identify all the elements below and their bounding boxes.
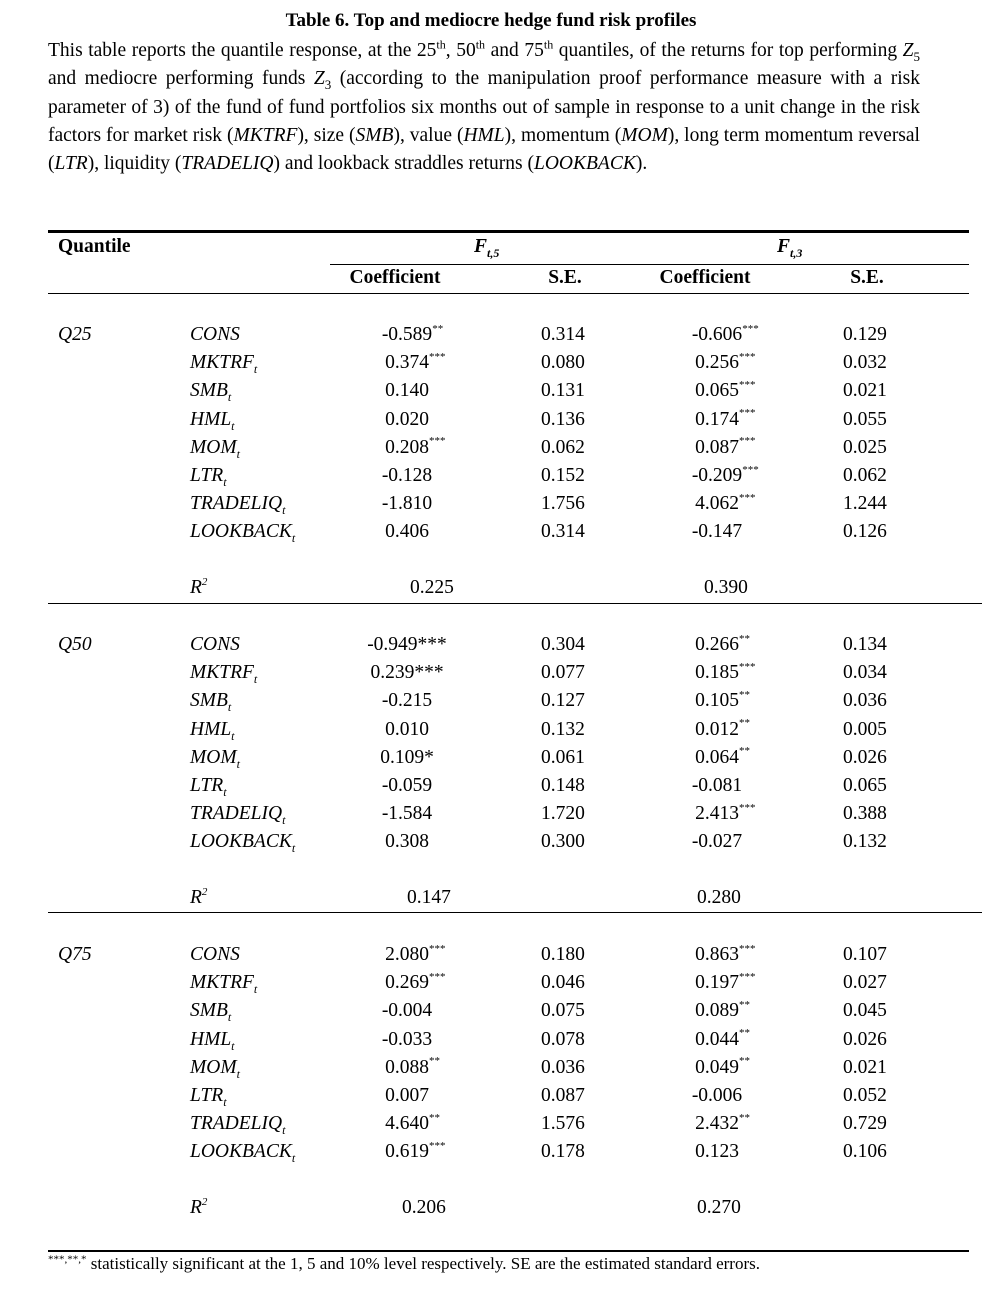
variable-name: $TRADELIQ_t$ [190, 1113, 286, 1138]
se-ft5: 0.136 [541, 408, 585, 430]
coefficient-ft3: -0.027 [691, 831, 743, 853]
se-ft3: 0.106 [843, 1141, 887, 1163]
se-ft5: 0.127 [541, 690, 585, 712]
coefficient-ft5: -0.949*** [367, 634, 447, 655]
se-ft3: 0.107 [843, 944, 887, 965]
variable-name: $MKTRF_t$ [190, 352, 258, 377]
coefficient-ft5: 0.109* [380, 746, 434, 768]
variable-name: $LOOKBACK_t$ [190, 521, 296, 546]
se-ft5: 0.314 [541, 521, 585, 543]
variable-name: CONS [190, 634, 240, 655]
variable-name: $LTR_t$ [190, 775, 227, 799]
coefficient-ft5: 0.140 [385, 380, 429, 402]
se-ft5: 1.756 [541, 493, 585, 515]
coefficient-ft5: 2.080*** [385, 942, 446, 965]
header-se-ft3: S.E. [850, 267, 884, 288]
se-ft3: 0.062 [843, 465, 887, 486]
variable-name: $HML_t$ [190, 718, 235, 743]
se-ft5: 0.314 [541, 324, 585, 345]
header-ft3: $F_{t,3}$ [777, 236, 803, 260]
coefficient-ft5: 0.088** [385, 1055, 440, 1078]
coefficient-ft3: 0.065*** [695, 378, 756, 402]
coefficient-ft5: 0.406 [385, 521, 429, 543]
se-ft3: 1.244 [843, 493, 887, 515]
coefficient-ft5: 0.010 [385, 718, 429, 740]
se-ft3: 0.026 [843, 1028, 887, 1050]
se-ft3: 0.036 [843, 690, 887, 712]
se-ft3: 0.134 [843, 634, 887, 655]
variable-name: $LTR_t$ [190, 1085, 227, 1109]
coefficient-ft3: 0.105** [695, 688, 750, 712]
coefficient-ft5: 0.208*** [385, 435, 446, 458]
r-squared-ft3: 0.270 [697, 1197, 741, 1218]
coefficient-ft3: 4.062*** [695, 491, 756, 515]
coefficient-ft3: 0.044** [695, 1027, 750, 1050]
se-ft5: 0.132 [541, 718, 585, 740]
coefficient-ft3: -0.209*** [691, 463, 759, 486]
r-squared-label: $R^2$ [190, 1195, 208, 1218]
coefficient-ft3: 0.197*** [695, 970, 756, 994]
variable-name: $LTR_t$ [190, 465, 227, 489]
variable-name: $MKTRF_t$ [190, 972, 258, 997]
section-rule-q25 [48, 603, 982, 604]
se-ft5: 0.148 [541, 775, 585, 796]
variable-name: $SMB_t$ [190, 380, 232, 405]
coefficient-ft3: 0.174*** [695, 407, 756, 430]
variable-name: $MOM_t$ [190, 1056, 240, 1081]
coefficient-ft3: 0.012** [695, 717, 750, 740]
variable-name: $MOM_t$ [190, 746, 240, 771]
se-ft5: 0.080 [541, 352, 585, 374]
coefficient-ft3: 0.064** [695, 745, 750, 768]
footnote: ***,**,* statistically significant at the 1, 5 and 10% level respectively. SE are the estimated standard errors. [48, 1253, 760, 1273]
coefficient-ft3: 0.087*** [695, 435, 756, 458]
se-ft3: 0.126 [843, 521, 887, 543]
coefficient-ft5: 4.640** [385, 1111, 440, 1135]
header-rule [48, 293, 969, 294]
r-squared-ft5: 0.147 [407, 887, 451, 908]
r-squared-ft5: 0.225 [410, 577, 454, 598]
se-ft5: 0.075 [541, 1000, 585, 1022]
quantile-label: Q50 [58, 634, 92, 655]
coefficient-ft5: 0.239*** [370, 662, 444, 684]
coefficient-ft3: 0.256*** [695, 350, 756, 374]
se-ft5: 0.178 [541, 1141, 585, 1163]
variable-name: $SMB_t$ [190, 690, 232, 715]
se-ft3: 0.025 [843, 436, 887, 458]
se-ft5: 0.046 [541, 972, 585, 994]
variable-name: $MOM_t$ [190, 436, 240, 461]
section-rule-q50 [48, 912, 982, 913]
table-caption: This table reports the quantile response, at the 25th, 50th and 75th quantiles, of the returns for top performing $Z_5$ and mediocre performing funds $Z_3$ (according to the manipulation proof performance measure with a risk parameter of 3) of the fund of fund portfolios six months out of sample in response to a unit change in the risk factors for market risk (MKTRF), size (SMB), value (HML), momentum (MOM), long term momentum reversal (LTR), liquidity (TRADELIQ) and lookback straddles returns (LOOKBACK). [48, 37, 920, 175]
se-ft5: 0.087 [541, 1085, 585, 1106]
header-quantile: Quantile [58, 236, 131, 257]
coefficient-ft3: -0.081 [691, 775, 743, 796]
se-ft5: 0.077 [541, 662, 585, 684]
variable-name: $LOOKBACK_t$ [190, 1141, 296, 1166]
se-ft3: 0.129 [843, 324, 887, 345]
r-squared-label: $R^2$ [190, 575, 208, 598]
coefficient-ft5: -0.589** [381, 322, 444, 345]
coefficient-ft3: 2.413*** [695, 801, 756, 825]
header-se-ft5: S.E. [548, 267, 582, 288]
coefficient-ft5: 0.269*** [385, 970, 446, 994]
coefficient-ft3: -0.006 [691, 1085, 743, 1106]
variable-name: CONS [190, 944, 240, 965]
se-ft5: 0.180 [541, 944, 585, 965]
se-ft3: 0.065 [843, 775, 887, 796]
variable-name: $TRADELIQ_t$ [190, 803, 286, 828]
se-ft3: 0.034 [843, 662, 887, 684]
coefficient-ft3: 0.266** [695, 632, 750, 655]
coefficient-ft5: 0.619*** [385, 1139, 446, 1163]
se-ft3: 0.021 [843, 380, 887, 402]
se-ft5: 0.300 [541, 831, 585, 853]
quantile-label: Q75 [58, 944, 92, 965]
r-squared-ft5: 0.206 [402, 1197, 446, 1218]
coefficient-ft3: 0.089** [695, 998, 750, 1022]
coefficient-ft5: -0.128 [381, 465, 433, 486]
coefficient-ft3: 0.863*** [695, 942, 756, 965]
variable-name: $LOOKBACK_t$ [190, 831, 296, 856]
coefficient-ft5: -0.215 [381, 690, 433, 712]
group-rule [330, 264, 969, 265]
se-ft5: 0.061 [541, 746, 585, 768]
se-ft3: 0.132 [843, 831, 887, 853]
coefficient-ft3: 2.432** [695, 1111, 750, 1135]
coefficient-ft3: 0.185*** [695, 660, 756, 684]
variable-name: $SMB_t$ [190, 1000, 232, 1025]
se-ft3: 0.388 [843, 803, 887, 825]
table-title: Table 6. Top and mediocre hedge fund risk profiles [285, 10, 697, 31]
coefficient-ft3: -0.606*** [691, 322, 759, 345]
se-ft5: 0.078 [541, 1028, 585, 1050]
header-coefficient-ft3: Coefficient [659, 267, 751, 288]
coefficient-ft5: 0.007 [385, 1085, 429, 1106]
coefficient-ft5: -1.584 [381, 803, 433, 825]
se-ft3: 0.045 [843, 1000, 887, 1022]
coefficient-ft3: 0.123 [695, 1141, 739, 1163]
variable-name: CONS [190, 324, 240, 345]
se-ft3: 0.032 [843, 352, 887, 374]
r-squared-ft3: 0.390 [704, 577, 748, 598]
se-ft5: 0.152 [541, 465, 585, 486]
variable-name: $TRADELIQ_t$ [190, 493, 286, 518]
r-squared-label: $R^2$ [190, 885, 208, 908]
coefficient-ft3: 0.049** [695, 1055, 750, 1078]
variable-name: $HML_t$ [190, 1028, 235, 1053]
quantile-label: Q25 [58, 324, 92, 345]
coefficient-ft5: 0.374*** [385, 350, 446, 374]
se-ft5: 0.062 [541, 436, 585, 458]
se-ft3: 0.055 [843, 408, 887, 430]
r-squared-ft3: 0.280 [697, 887, 741, 908]
se-ft5: 0.304 [541, 634, 585, 655]
se-ft3: 0.021 [843, 1056, 887, 1078]
coefficient-ft5: -0.004 [381, 1000, 433, 1022]
se-ft5: 0.131 [541, 380, 585, 402]
se-ft3: 0.052 [843, 1085, 887, 1106]
coefficient-ft5: -0.059 [381, 775, 433, 796]
se-ft3: 0.005 [843, 718, 887, 740]
top-rule [48, 230, 969, 233]
se-ft5: 1.576 [541, 1113, 585, 1135]
se-ft3: 0.027 [843, 972, 887, 994]
coefficient-ft5: 0.020 [385, 408, 429, 430]
se-ft3: 0.729 [843, 1113, 887, 1135]
coefficient-ft5: -1.810 [381, 493, 433, 515]
header-coefficient-ft5: Coefficient [349, 267, 441, 288]
header-ft5: $F_{t,5}$ [474, 236, 500, 260]
variable-name: $HML_t$ [190, 408, 235, 433]
coefficient-ft3: -0.147 [691, 521, 743, 543]
se-ft5: 0.036 [541, 1056, 585, 1078]
se-ft5: 1.720 [541, 803, 585, 825]
variable-name: $MKTRF_t$ [190, 662, 258, 687]
bottom-rule [48, 1250, 969, 1252]
coefficient-ft5: 0.308 [385, 831, 429, 853]
coefficient-ft5: -0.033 [381, 1028, 433, 1050]
se-ft3: 0.026 [843, 746, 887, 768]
